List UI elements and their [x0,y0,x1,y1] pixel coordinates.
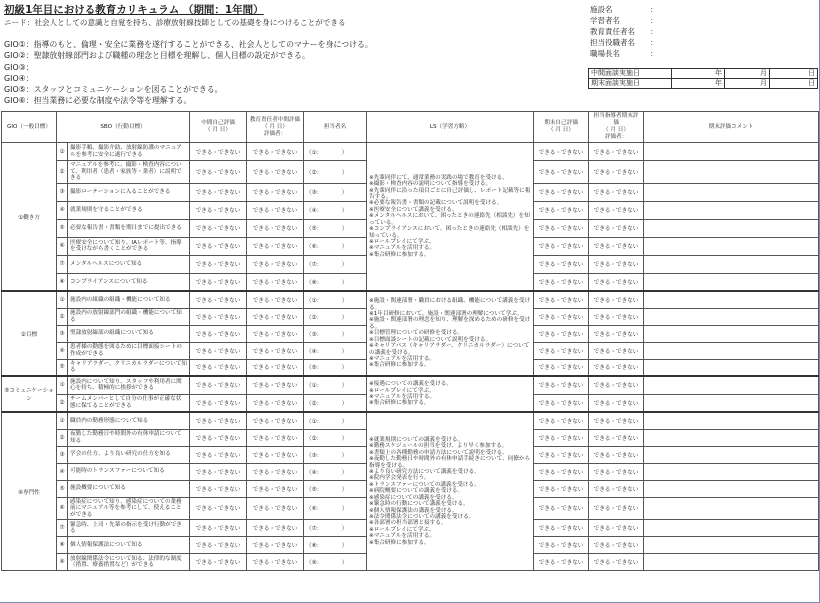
sbo-number: ② [57,161,68,184]
end-comment[interactable] [644,342,819,359]
sbo-number: ② [57,429,68,446]
col-report: 担当者名 [304,112,367,143]
mid-teacher-eval[interactable]: できる・できない [247,201,304,219]
ls-item: ※マニュアルを活用する。 [369,394,436,400]
end-teacher-eval[interactable]: できる・できない [589,412,644,429]
col-mid-self-title: 中間自己評価 [201,120,235,126]
ls-item: ※キャリアパス（キャリアラダー、クリニカルラダー）についての講義を受ける。 [369,343,530,356]
end-self-eval[interactable]: できる・できない [534,394,589,412]
ls-item: ※目標面談シートの記載について説明を受ける。 [369,336,492,343]
end-teacher-eval[interactable]: できる・できない [589,394,644,412]
end-self-eval[interactable]: できる・できない [534,412,589,429]
gio-line-6: GIO⑥：担当業務に必要な制度や法令等を理解する。 [4,96,192,105]
ls-cell [367,291,534,376]
end-teacher-eval[interactable]: できる・できない [589,537,644,554]
end-teacher-eval[interactable]: できる・できない [589,480,644,497]
end-comment[interactable] [644,183,819,201]
report-name[interactable]: （④： ） [304,463,367,480]
end-comment[interactable] [644,255,819,273]
end-comment[interactable] [644,520,819,537]
ls-item: ※就業規則についての講義を受ける。 [369,437,464,444]
end-comment[interactable] [644,143,819,161]
ls-item: ※目標管理についての研修を受ける。 [369,330,464,337]
ls-item: ※マニュアルを活用する。 [369,355,436,362]
end-teacher-eval[interactable]: できる・できない [589,219,644,237]
report-name[interactable]: （①： ） [304,412,367,429]
sbo-text: 患者様の動態を図るために目標面接シートの作成ができる [68,342,190,359]
end-self-eval[interactable]: できる・できない [534,480,589,497]
ls-item: ※先輩同伴に沿った項目ごとに自己評価し、レポート記載等に報告する。 [369,187,531,201]
sbo-text: 感染症について知り、感染症についての業務前にマニュアル等を参考にして、使えることができる [68,497,190,520]
mid-self-eval[interactable]: できる・できない [190,342,247,359]
meta-row [590,48,816,59]
mid-teacher-eval[interactable]: できる・できない [247,183,304,201]
end-self-eval[interactable]: できる・できない [534,291,589,308]
report-name[interactable]: （②： ） [304,161,367,184]
report-name[interactable]: （④： ） [304,201,367,219]
mid-self-eval[interactable]: できる・できない [190,237,247,255]
ls-item: ※個人情報保護法の講義を受ける。 [369,507,458,514]
end-teacher-eval[interactable]: できる・できない [589,255,644,273]
date-month[interactable]: 月 [725,69,770,79]
ls-item: ※ロールプレイにて学ぶ。 [369,238,435,245]
col-mid-teacher [247,112,304,143]
end-comment[interactable] [644,463,819,480]
mid-teacher-eval[interactable]: できる・できない [247,359,304,376]
date-row [589,69,818,79]
end-comment[interactable] [644,376,819,394]
ls-item: ※接遇についての講義を受ける。 [369,381,452,388]
end-teacher-eval[interactable]: できる・できない [589,376,644,394]
end-self-eval[interactable]: できる・できない [534,219,589,237]
mid-teacher-eval[interactable]: できる・できない [247,520,304,537]
meta-key: 学習者名 [590,16,620,25]
ls-item: ※勤務スケジュールの担当を受け、より早く参加する。 [369,443,508,450]
mid-self-eval[interactable]: できる・できない [190,480,247,497]
sbo-text: 撮影手順、撮影介助、放射線防護のマニュアルを参考に安全に遂行できる [68,143,190,161]
mid-self-eval[interactable]: できる・できない [190,143,247,161]
gio-line-3: GIO③： [4,63,34,72]
ls-item: ※感染症についての講義を受ける。 [369,494,458,501]
report-name[interactable]: （⑤： ） [304,359,367,376]
mid-self-eval[interactable]: できる・できない [190,497,247,520]
header-row [2,112,819,143]
report-name[interactable]: （①： ） [304,143,367,161]
sbo-number: ① [57,412,68,429]
end-teacher-eval[interactable]: できる・できない [589,520,644,537]
mid-teacher-eval[interactable]: できる・できない [247,497,304,520]
mid-teacher-eval[interactable]: できる・できない [247,429,304,446]
ls-item: ※集合研修に参加する。 [369,362,430,369]
table-row [2,291,819,308]
col-end-self [534,112,589,143]
sbo-text: キャリアラダー、クリニカルラダーについて知る [68,359,190,376]
report-name[interactable]: （②： ） [304,429,367,446]
sbo-text: 夜勤した勤務日や時間外の有休申請について知る [68,429,190,446]
col-mid-self [190,112,247,143]
report-name[interactable]: （⑤： ） [304,480,367,497]
meta-row [590,15,816,26]
end-teacher-eval[interactable]: できる・できない [589,497,644,520]
end-teacher-eval[interactable]: できる・できない [589,359,644,376]
ls-cell [367,376,534,412]
mid-self-eval[interactable]: できる・できない [190,325,247,342]
mid-self-eval[interactable]: できる・できない [190,291,247,308]
col-ls: LS（学習方略） [367,112,534,143]
ls-item: ※施設・関連部署の理念を知り、理解を深めるための研修を受ける。 [369,317,531,330]
sbo-number: ⑦ [57,255,68,273]
end-self-eval[interactable]: できる・できない [534,273,589,291]
end-self-eval[interactable]: できる・できない [534,183,589,201]
report-name[interactable]: （①： ） [304,376,367,394]
ls-item: ※必要な報告書・書類の記載について説明を受ける。 [369,200,503,207]
ls-cell [367,412,534,571]
meta-value: ： [650,38,658,47]
col-end-teacher-date: （ 月 日） [603,127,629,133]
ls-item: ※撮影・検査内容の説明について指導を受ける。 [369,181,492,188]
sbo-text: 学会の仕方、より良い研究の仕方を知る [68,446,190,463]
end-self-eval[interactable]: できる・できない [534,325,589,342]
sbo-text: 施設内の組織の組織・機能について知る [68,291,190,308]
gio-line-5: GIO⑤：スタッフとコミュニケーションを図ることができる。 [4,85,223,94]
table-body [2,143,819,571]
meta-value: ： [650,16,658,25]
mid-self-eval[interactable]: できる・できない [190,463,247,480]
sbo-text: 施設概要について知る [68,480,190,497]
mid-self-eval[interactable]: できる・できない [190,412,247,429]
sbo-text: チームメンバーとして自分の仕事が正確な状態に保てることができる [68,394,190,412]
date-day[interactable]: 日 [770,79,818,89]
sbo-text: メンタルヘルスについて知る [68,255,190,273]
interview-dates [588,68,818,89]
mid-teacher-eval[interactable]: できる・できない [247,325,304,342]
report-name[interactable]: （③： ） [304,446,367,463]
mid-self-eval[interactable]: できる・できない [190,520,247,537]
col-comment: 期末評価コメント [644,112,819,143]
end-teacher-eval[interactable]: できる・できない [589,554,644,571]
ls-item: ※病院概要についての講義を受ける。 [369,488,464,495]
curriculum-table [1,111,819,571]
end-comment[interactable] [644,554,819,571]
sbo-number: ① [57,291,68,308]
sbo-text: 必要な報告書・書類を期日までに提出できる [68,219,190,237]
mid-teacher-eval[interactable]: できる・できない [247,537,304,554]
end-self-eval[interactable]: できる・できない [534,359,589,376]
sbo-number: ⑧ [57,537,68,554]
page-title: 初級1年目における教育カリキュラム （期間：1年間） [4,4,264,16]
end-teacher-eval[interactable]: できる・できない [589,429,644,446]
mid-self-eval[interactable]: できる・できない [190,429,247,446]
sbo-number: ⑦ [57,520,68,537]
end-self-eval[interactable]: できる・できない [534,201,589,219]
gio-label: ⑥専門性 [2,412,57,571]
col-sbo: SBO（行動目標） [57,112,190,143]
sbo-number: ① [57,376,68,394]
end-comment[interactable] [644,429,819,446]
col-end-self-title: 期末自己評価 [544,120,578,126]
end-self-eval[interactable]: できる・できない [534,520,589,537]
ls-item: ※院内学会発表を行う。 [369,475,430,482]
report-name[interactable]: （⑧： ） [304,273,367,291]
end-teacher-eval[interactable]: できる・できない [589,183,644,201]
mid-teacher-eval[interactable]: できる・できない [247,376,304,394]
sbo-number: ⑨ [57,554,68,571]
report-name[interactable]: （⑦： ） [304,520,367,537]
end-comment[interactable] [644,161,819,184]
meta-value: ： [650,5,658,14]
end-comment[interactable] [644,219,819,237]
col-end-teacher-evaluator: 評価者： [604,134,628,140]
date-year[interactable]: 年 [672,79,725,89]
ls-item: ※先輩同伴にて、通常業務の実践の場で教育を受ける。 [369,174,508,181]
end-comment[interactable] [644,480,819,497]
mid-teacher-eval[interactable]: できる・できない [247,308,304,325]
ls-item: ※ロールプレイにて学ぶ。 [369,387,435,394]
mid-teacher-eval[interactable]: できる・できない [247,143,304,161]
end-teacher-eval[interactable]: できる・できない [589,237,644,255]
meta-value: ： [650,49,658,58]
end-teacher-eval[interactable]: できる・できない [589,308,644,325]
sbo-number: ④ [57,463,68,480]
gio-label: ⑤コミュニケーション [2,376,57,412]
end-comment[interactable] [644,325,819,342]
mid-teacher-eval[interactable]: できる・できない [247,446,304,463]
ls-item: ※メンタルヘルスにおいて、困ったときの連絡先（相談先）を知っている。 [369,213,530,226]
end-self-eval[interactable]: できる・できない [534,537,589,554]
sbo-text: 個人情報保護法について知る [68,537,190,554]
report-name[interactable]: （③： ） [304,183,367,201]
sbo-number: ⑤ [57,480,68,497]
end-teacher-eval[interactable]: できる・できない [589,201,644,219]
end-teacher-eval[interactable]: できる・できない [589,446,644,463]
col-mid-teacher-title: 教育責任者中間評価 [249,116,301,123]
sbo-text: 職員内の勤務形態について知る [68,412,190,429]
col-end-teacher [589,112,644,143]
end-self-eval[interactable]: できる・できない [534,308,589,325]
date-label: 期末面談実施日 [589,79,672,89]
end-self-eval[interactable]: できる・できない [534,255,589,273]
table-row [2,143,819,161]
end-comment[interactable] [644,446,819,463]
col-mid-teacher-evaluator: 評価者： [263,130,287,137]
ls-item: ※マニュアルを活用する。 [369,245,436,252]
report-name[interactable]: （⑦： ） [304,255,367,273]
report-name[interactable]: （⑤： ） [304,219,367,237]
ls-item: ※マニュアルを活用する。 [369,533,436,540]
meta-row [590,26,816,37]
end-self-eval[interactable]: できる・できない [534,143,589,161]
need-line: ニード：社会人としての意識と自覚を持ち、診療放射線技師としての基礎を身につけることができる [4,18,346,27]
end-comment[interactable] [644,273,819,291]
end-self-eval[interactable]: できる・できない [534,161,589,184]
mid-self-eval[interactable]: できる・できない [190,394,247,412]
report-name[interactable]: （②： ） [304,308,367,325]
mid-teacher-eval[interactable]: できる・できない [247,255,304,273]
sbo-number: ③ [57,325,68,342]
ls-item: ※集合研修に参加する。 [369,251,430,258]
meta-key: 担当役職者名 [590,38,635,47]
meta-row [590,4,816,15]
end-self-eval[interactable]: できる・できない [534,554,589,571]
end-comment[interactable] [644,201,819,219]
meta-key: 施設名 [590,5,613,14]
date-day[interactable]: 日 [770,69,818,79]
end-comment[interactable] [644,394,819,412]
mid-teacher-eval[interactable]: できる・できない [247,342,304,359]
ls-item: ※トランスファーについての講義を受ける。 [369,481,480,488]
ls-item: ※集合研修に参加する。 [369,539,430,546]
end-teacher-eval[interactable]: できる・できない [589,143,644,161]
end-teacher-eval[interactable]: できる・できない [589,273,644,291]
mid-teacher-eval[interactable]: できる・できない [247,412,304,429]
end-comment[interactable] [644,291,819,308]
ls-item: ※より良い研究方法について講義を受ける。 [369,469,480,476]
sbo-number: ⑥ [57,237,68,255]
ls-item: ※ロールプレイにて学ぶ。 [369,526,435,533]
ls-item: ※書類上の各種勤務の申請方法について説明を受ける。 [369,449,508,456]
meta-row [590,37,816,48]
col-end-self-date: （ 月 日） [548,127,574,133]
col-gio: GIO（一般目標） [2,112,57,143]
gio-label: ①働き方 [2,143,57,292]
mid-self-eval[interactable]: できる・できない [190,183,247,201]
ls-cell [367,143,534,292]
sbo-number: ④ [57,342,68,359]
sbo-number: ⑤ [57,219,68,237]
mid-self-eval[interactable]: できる・できない [190,273,247,291]
sbo-text: 施設内の放射線部門の組織・機能について知る [68,308,190,325]
mid-self-eval[interactable]: できる・できない [190,446,247,463]
mid-self-eval[interactable]: できる・できない [190,376,247,394]
end-self-eval[interactable]: できる・できない [534,376,589,394]
report-name[interactable]: （①： ） [304,291,367,308]
mid-self-eval[interactable]: できる・できない [190,201,247,219]
sbo-number: ③ [57,446,68,463]
mid-self-eval[interactable]: できる・できない [190,359,247,376]
sbo-text: 撮影ローテーションに入ることができる [68,183,190,201]
mid-self-eval[interactable]: できる・できない [190,554,247,571]
sbo-number: ② [57,394,68,412]
report-name[interactable]: （⑥： ） [304,497,367,520]
ls-item: ※緊急時の行動について講義を受ける。 [369,501,469,508]
sbo-text: 可能時のトランスファーについて知る [68,463,190,480]
gio-line-1: GIO①：指導のもと、倫理・安全に業務を遂行することができる、社会人としてのマナーを身につける。 [4,40,373,49]
report-name[interactable]: （⑧： ） [304,537,367,554]
sbo-text: マニュアルを参考に、撮影・検査内容について、利用者（患者・家族等・業者）に説明できる [68,161,190,184]
date-year[interactable]: 年 [672,69,725,79]
end-teacher-eval[interactable]: できる・できない [589,463,644,480]
mid-teacher-eval[interactable]: できる・できない [247,394,304,412]
meta-key: 教育責任者名 [590,27,635,36]
date-label: 中間面談実施日 [589,69,672,79]
ls-item: ※集合研修に参加する。 [369,400,430,407]
mid-self-eval[interactable]: できる・できない [190,308,247,325]
end-comment[interactable] [644,308,819,325]
meta-key: 職場長名 [590,49,620,58]
ls-item: ※医療安全について講義を受ける。 [369,206,458,213]
end-self-eval[interactable]: できる・できない [534,342,589,359]
end-self-eval[interactable]: できる・できない [534,429,589,446]
sbo-number: ⑤ [57,359,68,376]
mid-teacher-eval[interactable]: できる・できない [247,273,304,291]
end-comment[interactable] [644,412,819,429]
mid-teacher-eval[interactable]: できる・できない [247,219,304,237]
end-self-eval[interactable]: できる・できない [534,446,589,463]
end-comment[interactable] [644,537,819,554]
gio-label: ②目標 [2,291,57,376]
mid-self-eval[interactable]: できる・できない [190,255,247,273]
end-self-eval[interactable]: できる・できない [534,463,589,480]
report-name[interactable]: （②： ） [304,394,367,412]
col-mid-teacher-date: （ 月 日） [262,123,288,130]
end-teacher-eval[interactable]: できる・できない [589,342,644,359]
sbo-text: 聖隷放射線部の組織について知る [68,325,190,342]
mid-teacher-eval[interactable]: できる・できない [247,291,304,308]
table-row [2,412,819,429]
ls-item: ※施設・関連部署・職員における組織、機能について講義を受ける。 [369,298,531,311]
ls-item: ※法令関係法令についての講義を受ける。 [369,513,475,520]
sbo-number: ③ [57,183,68,201]
end-comment[interactable] [644,237,819,255]
date-month[interactable]: 月 [725,79,770,89]
mid-teacher-eval[interactable]: できる・できない [247,463,304,480]
mid-teacher-eval[interactable]: できる・できない [247,161,304,184]
sbo-text: 放射線関係法令について知る、法律的な制度（措置、療養措置など）ができる [68,554,190,571]
sbo-text: 就業規則を守ることができる [68,201,190,219]
sbo-text: 施設内について知り、スタッフや利用者に関心を持ち、積極的に挨拶ができる [68,376,190,394]
date-row [589,79,818,89]
sbo-number: ② [57,308,68,325]
report-name[interactable]: （⑨： ） [304,554,367,571]
mid-self-eval[interactable]: できる・できない [190,537,247,554]
meta-value: ： [650,27,658,36]
sbo-text: 緊急時、上司・先輩の指示を受け行動ができる [68,520,190,537]
end-self-eval[interactable]: できる・できない [534,497,589,520]
sbo-text: 医療安全について知り、IAレポート等、指導を受けながら書くことができる [68,237,190,255]
end-self-eval[interactable]: できる・できない [534,237,589,255]
ls-item: ※コンプライアンスにおいて、困ったときの連絡先（相談先）を知っている。 [369,226,530,239]
mid-teacher-eval[interactable]: できる・できない [247,554,304,571]
sbo-text: コンプライアンスについて知る [68,273,190,291]
ls-item: ※各部署の担当部署と接する。 [369,520,447,527]
end-comment[interactable] [644,359,819,376]
ls-item: ※夜勤した勤務日や時間外の有休申請手続きについて、同僚から指導を受ける。 [369,456,531,469]
col-mid-self-date: （ 月 日） [205,127,231,133]
end-teacher-eval[interactable]: できる・できない [589,161,644,184]
gio-line-4: GIO④： [4,74,34,83]
sbo-number: ④ [57,201,68,219]
report-name[interactable]: （③： ） [304,325,367,342]
meta-block [590,4,816,59]
sbo-number: ① [57,143,68,161]
table-row [2,376,819,394]
end-comment[interactable] [644,497,819,520]
mid-teacher-eval[interactable]: できる・できない [247,237,304,255]
report-name[interactable]: （⑥： ） [304,237,367,255]
sbo-number: ⑧ [57,273,68,291]
mid-self-eval[interactable]: できる・できない [190,161,247,184]
mid-self-eval[interactable]: できる・できない [190,219,247,237]
report-name[interactable]: （④： ） [304,342,367,359]
end-teacher-eval[interactable]: できる・できない [589,325,644,342]
gio-line-2: GIO②：聖隷放射線部門および職種の理念と目標を理解し、個人目標の設定ができる。 [4,51,310,60]
sbo-number: ⑥ [57,497,68,520]
mid-teacher-eval[interactable]: できる・できない [247,480,304,497]
end-teacher-eval[interactable]: できる・できない [589,291,644,308]
col-end-teacher-title: 担当指導者期末評価 [593,113,639,126]
ls-item: ※1年目研修において、施設・関連部署の理解について学ぶ。 [369,311,523,318]
